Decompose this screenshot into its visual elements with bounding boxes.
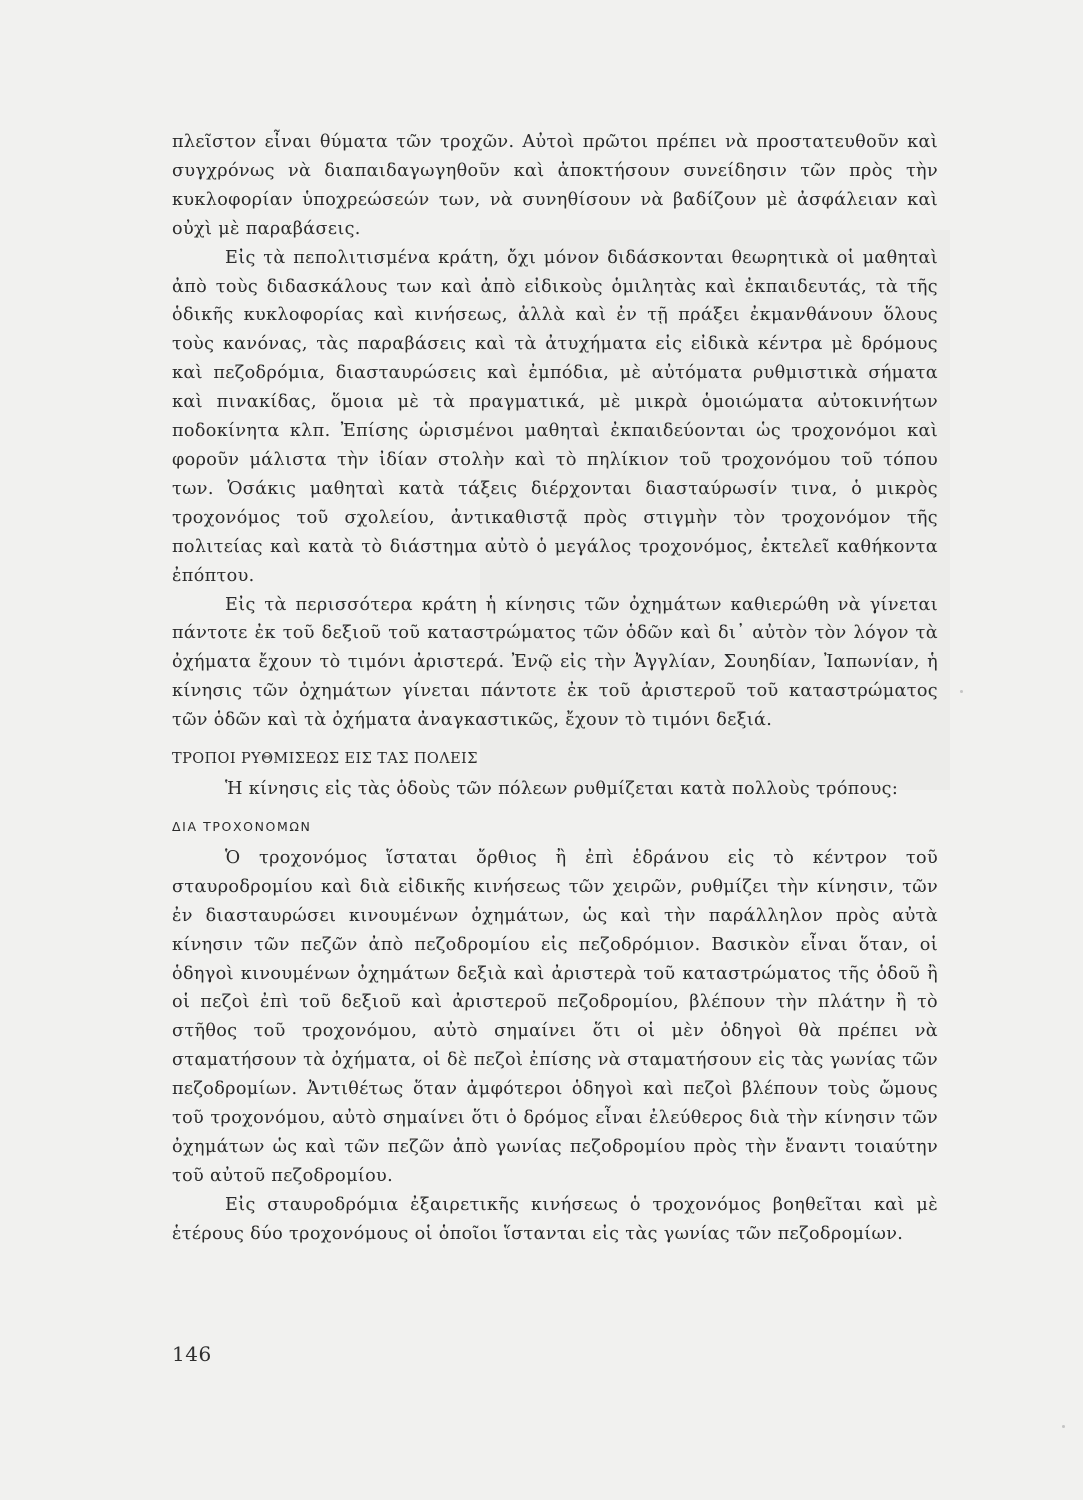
paragraph-driving-side: Εἰς τὰ περισσότερα κράτη ἡ κίνησις τῶν ὀχημάτων καθιερώθη νὰ γίνεται πάντοτε ἐκ τοῦ δεξιοῦ τοῦ καταστρώματος τῶν ὁδῶν καὶ δι᾽ αὐτὸν τὸν λόγον τὰ ὀχήματα ἔχουν τὸ τιμόνι ἀριστερά. Ἐνῷ εἰς τὴν Ἀγγλίαν, Σουηδίαν, Ἰαπωνίαν, ἡ κίνησις τῶν ὀχημάτων γίνεται πάντοτε ἐκ τοῦ ἀριστεροῦ τοῦ καταστρώματος τῶν ὁδῶν καὶ τὰ ὀχήματα ἀναγκαστικῶς, ἔχουν τὸ τιμόνι δεξιά. [172,594,938,731]
section-intro: Ἡ κίνησις εἰς τὰς ὁδοὺς τῶν πόλεων ρυθμίζεται κατὰ πολλοὺς τρόπους: [225,779,899,800]
paragraph-traffic-officer: Ὁ τροχονόμος ἵσταται ὄρθιος ἢ ἐπὶ ἑδράνου εἰς τὸ κέντρον τοῦ σταυροδρομίου καὶ διὰ εἰδικῆς κινήσεως τῶν χειρῶν, ρυθμίζει τὴν κίνησιν, τῶν ἐν διασταυρώσει κινουμένων ὀχημάτων, ὡς καὶ τὴν παράλληλον πρὸς αὐτὰ κίνησιν τῶν πεζῶν ἀπὸ πεζοδρομίου εἰς πεζοδρόμιον. Βασικὸν εἶναι ὅταν, οἱ ὁδηγοὶ κινουμένων ὀχημάτων δεξιὰ καὶ ἀριστερὰ τοῦ καταστρώματος τῆς ὁδοῦ ἢ οἱ πεζοὶ ἐπὶ τοῦ δεξιοῦ καὶ ἀριστεροῦ πεζοδρομίου, βλέπουν τὴν πλάτην ἢ τὸ στῆθος τοῦ τροχονόμου, αὐτὸ σημαίνει ὅτι οἱ μὲν ὁδηγοὶ θὰ πρέπει νὰ σταματήσουν τὰ ὀχήματα, οἱ δὲ πεζοὶ ἐπίσης νὰ σταματήσουν εἰς τὰς γωνίας τῶν πεζοδρομίων. Ἀντιθέτως ὅταν ἀμφότεροι ὁδηγοὶ καὶ πεζοὶ βλέπουν τοὺς ὤμους τοῦ τροχονόμου, αὐτὸ σημαίνει ὅτι ὁ δρόμος εἶναι ἐλεύθερος διὰ τὴν κίνησιν τῶν ὀχημάτων ὡς καὶ τῶν πεζῶν ἀπὸ γωνίας πεζοδρομίου πρὸς τὴν ἔναντι τοιαύτην τοῦ αὐτοῦ πεζοδρομίου. [172,847,938,1186]
subsection-heading: ΔΙΑ ΤΡΟΧΟΝΟΜΩΝ [172,818,312,834]
paper-speck [1062,1425,1065,1428]
paragraph-busy-crossroads: Εἰς σταυροδρόμια ἐξαιρετικῆς κινήσεως ὁ τροχονόμος βοηθεῖται καὶ μὲ ἑτέρους δύο τροχονόμους οἱ ὁποῖοι ἵστανται εἰς τὰς γωνίας τῶν πεζοδρομίων. [172,1194,938,1244]
paper-speck [960,690,963,693]
page-number: 146 [172,1342,212,1366]
paragraph-school-training: Εἰς τὰ πεπολιτισμένα κράτη, ὄχι μόνον διδάσκονται θεωρητικὰ οἱ μαθηταὶ ἀπὸ τοὺς διδασκάλους των καὶ ἀπὸ εἰδικοὺς ὁμιλητὰς καὶ ἐκπαιδευτάς, τὰ τῆς ὁδικῆς κυκλοφορίας καὶ κινήσεως, ἀλλὰ καὶ ἐν τῇ πράξει ἐκμανθάνουν ὅλους τοὺς κανόνας, τὰς παραβάσεις καὶ τὰ ἀτυχήματα εἰς εἰδικὰ κέντρα μὲ δρόμους καὶ πεζοδρόμια, διασταυρώσεις καὶ ἐμπόδια, μὲ αὐτόματα ρυθμιστικὰ σήματα καὶ πινακίδας, ὅμοια μὲ τὰ πραγματικά, μὲ μικρὰ ὁμοιώματα αὐτοκινήτων ποδοκίνητα κλπ. Ἐπίσης ὡρισμένοι μαθηταὶ ἐκπαιδεύονται ὡς τροχονόμοι καὶ φοροῦν μάλιστα τὴν ἰδίαν στολὴν καὶ τὸ πηλίκιον τοῦ τροχονόμου τοῦ τόπου των. Ὁσάκις μαθηταὶ κατὰ τάξεις διέρχονται διασταύρωσίν τινα, ὁ μικρὸς τροχονόμος τοῦ σχολείου, ἀντικαθιστᾷ πρὸς στιγμὴν τὸν τροχονόμον τῆς πολιτείας καὶ κατὰ τὸ διάστημα αὐτὸ ὁ μεγάλος τροχονόμος, ἐκτελεῖ καθήκοντα ἐπόπτου. [172,247,938,586]
paragraph-continuation: πλεῖστον εἶναι θύματα τῶν τροχῶν. Αὐτοὶ πρῶτοι πρέπει νὰ προστατευθοῦν καὶ συγχρόνως νὰ διαπαιδαγωγηθοῦν καὶ ἀποκτήσουν συνείδησιν τῶν πρὸς τὴν κυκλοφορίαν ὑποχρεώσεών των, νὰ συνηθίσουν νὰ βαδίζουν μὲ ἀσφάλειαν καὶ οὐχὶ μὲ παραβάσεις. [172,132,938,239]
section-heading: ΤΡΟΠΟΙ ΡΥΘΜΙΣΕΩΣ ΕΙΣ ΤΑΣ ΠΟΛΕΙΣ [172,751,478,768]
page-body [172,128,938,1249]
